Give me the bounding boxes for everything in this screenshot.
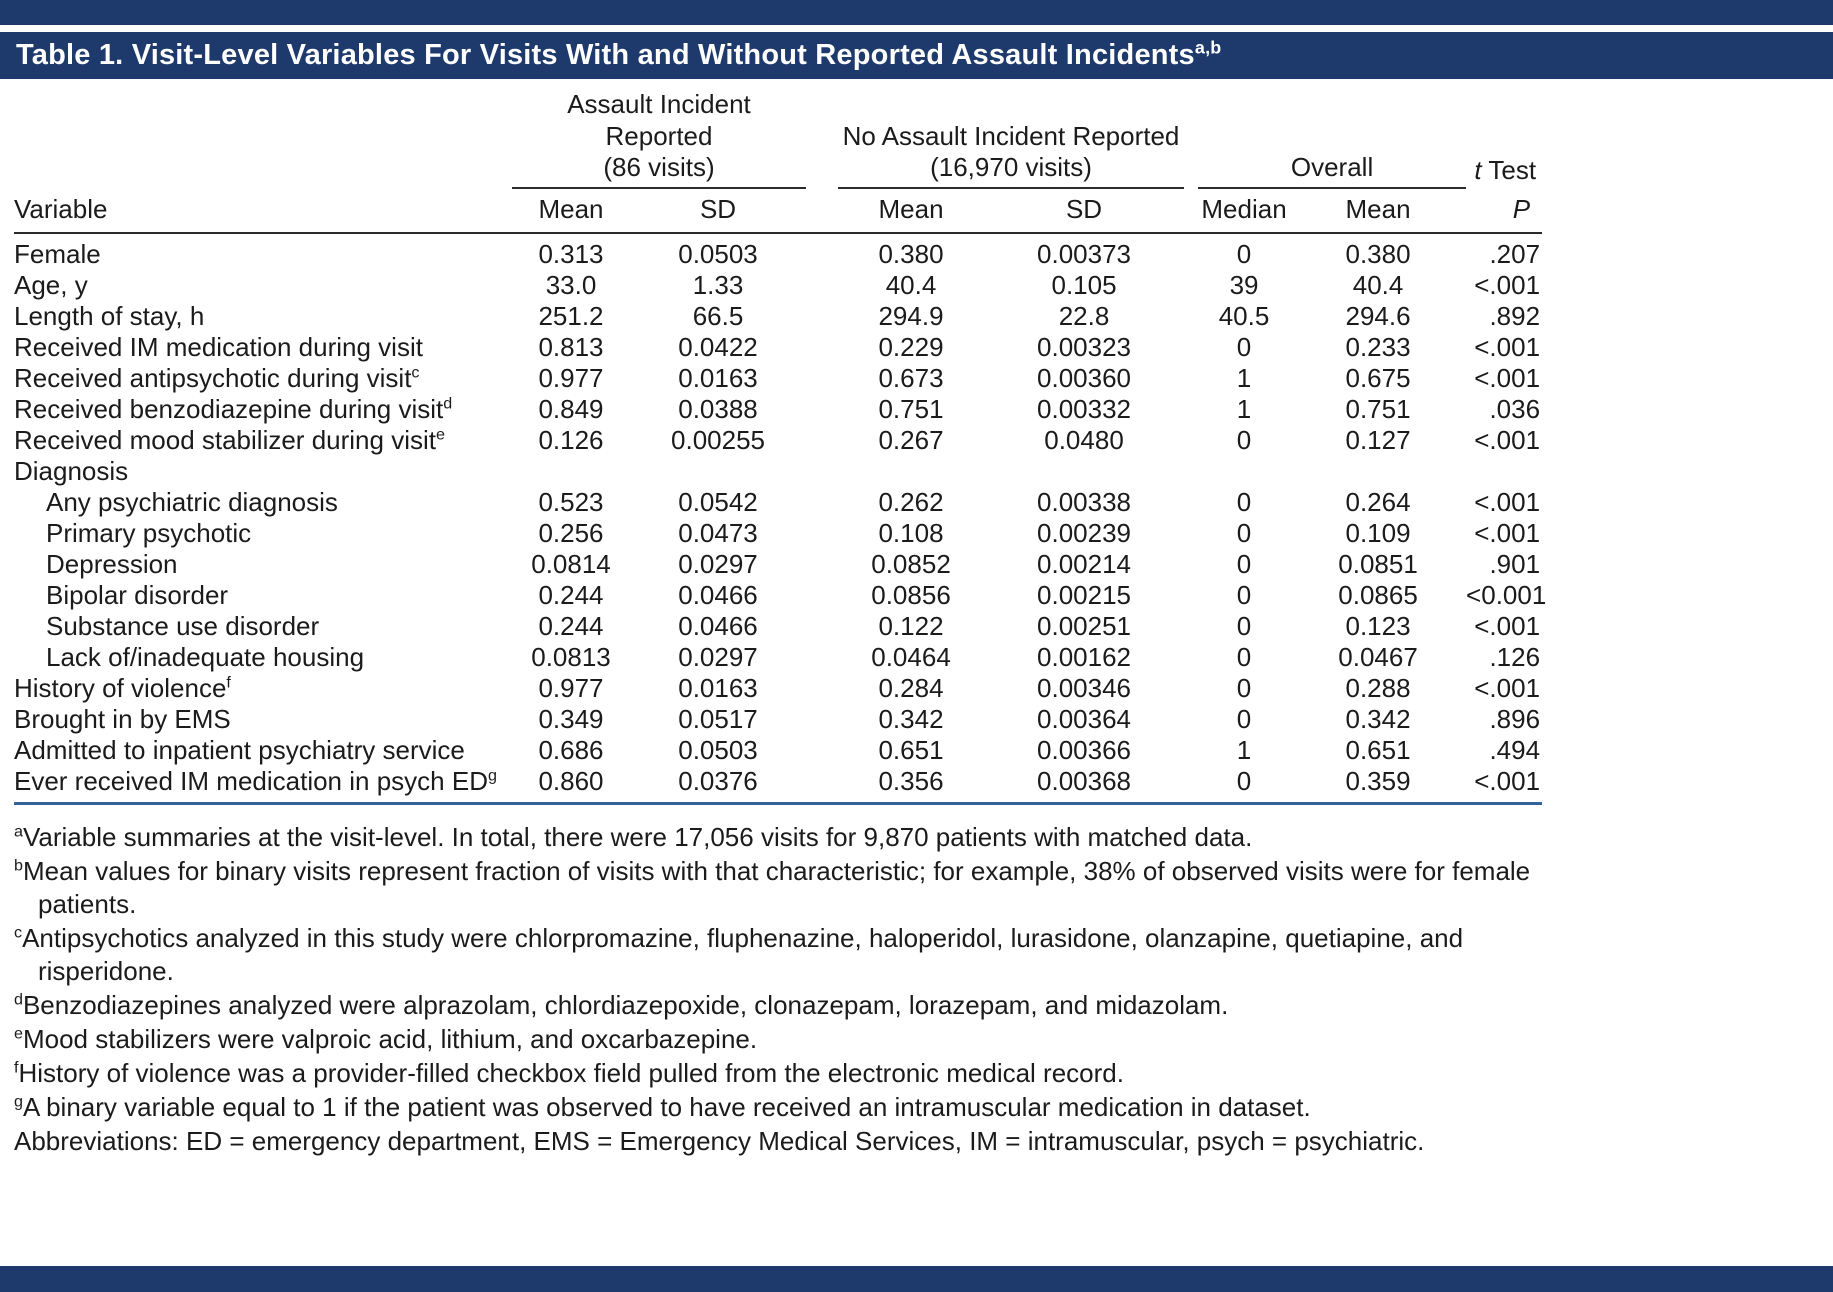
spacer-cell [1184, 518, 1198, 549]
spacer-cell [1184, 188, 1198, 233]
value-cell: 0.109 [1345, 518, 1411, 549]
row-label-superscript: e [435, 425, 445, 444]
value-cell: 251.2 [538, 301, 604, 332]
value-cell: 0.751 [878, 394, 944, 425]
value-cell: <.001 [1466, 766, 1542, 804]
value-cell: 0.233 [1345, 332, 1411, 363]
value-cell: 0.849 [538, 394, 604, 425]
value-cell: 0 [1236, 580, 1252, 611]
spacer-cell [1184, 642, 1198, 673]
value-cell: 0.356 [838, 766, 984, 804]
footnote: $^b$Mean values for binary visits represent fraction of visits with that characteristic; for example, 38% of observed visits were for female patients. [14, 856, 1531, 920]
value-cell: 0 [1198, 766, 1290, 804]
group-header-row [14, 89, 1542, 188]
table-row [14, 518, 1542, 549]
value-cell: 0.342 [1345, 704, 1411, 735]
spacer-cell [1184, 611, 1198, 642]
value-cell: .036 [1489, 394, 1541, 425]
value-cell: 0.0467 [1338, 642, 1418, 673]
value-cell: 0.0466 [678, 580, 758, 611]
value-cell: 0.0814 [531, 549, 611, 580]
footnote-superscript: f [14, 1058, 19, 1077]
value-cell: 66.5 [692, 301, 744, 332]
value-cell [984, 456, 1184, 487]
value-cell: 22.8 [1058, 301, 1110, 332]
value-cell [1466, 456, 1542, 487]
value-cell: 0.651 [878, 735, 944, 766]
spacer-cell [1184, 766, 1198, 804]
footnote-superscript: b [14, 856, 23, 875]
value-cell: 0.0865 [1338, 580, 1418, 611]
table-row [14, 425, 1542, 456]
value-cell: 0.122 [878, 611, 944, 642]
column-header-sd-assault: SD [630, 188, 806, 233]
value-cell: 0 [1236, 425, 1252, 456]
spacer-cell [806, 89, 838, 188]
value-cell: 0.267 [878, 425, 944, 456]
value-cell: <.001 [1474, 425, 1541, 456]
spacer-cell [806, 766, 838, 804]
value-cell: 0.00255 [671, 425, 765, 456]
divider [0, 25, 1833, 32]
value-cell: <0.001 [1466, 580, 1547, 611]
value-cell: 0 [1236, 487, 1252, 518]
column-header-variable: Variable [14, 188, 512, 233]
column-header-row [14, 188, 1542, 233]
row-label: Age, y [14, 270, 88, 301]
row-label: Depression [46, 549, 178, 580]
value-cell: 0.00373 [1037, 239, 1132, 270]
group-header-t-test [1466, 89, 1542, 188]
value-cell: 0.00332 [1037, 394, 1132, 425]
spacer-cell [806, 301, 838, 332]
row-label: Any psychiatric diagnosis [46, 487, 338, 518]
value-cell: 0.0422 [678, 332, 758, 363]
row-label: History of violence$^f$ [14, 673, 231, 704]
value-cell: 40.4 [885, 270, 937, 301]
spacer-cell [1184, 425, 1198, 456]
spacer-cell [1184, 270, 1198, 301]
value-cell: 0.105 [1051, 270, 1117, 301]
value-cell: <.001 [1474, 487, 1541, 518]
value-cell: 0.127 [1345, 425, 1411, 456]
group-header-assault [512, 89, 806, 188]
table-row [14, 487, 1542, 518]
value-cell: 0.244 [538, 611, 604, 642]
value-cell: <.001 [1474, 270, 1541, 301]
spacer-cell [806, 549, 838, 580]
column-header-mean-no-assault: Mean [838, 188, 984, 233]
row-label-superscript: f [226, 673, 231, 692]
value-cell: 0.0503 [678, 735, 758, 766]
footnote-superscript: c [14, 923, 23, 942]
value-cell: 0 [1236, 518, 1252, 549]
value-cell: 0.108 [878, 518, 944, 549]
spacer-cell [1184, 735, 1198, 766]
value-cell: <.001 [1474, 518, 1541, 549]
value-cell: 0.380 [1345, 239, 1411, 270]
value-cell: 40.4 [1352, 270, 1404, 301]
value-cell: 0.359 [1290, 766, 1466, 804]
table-row [14, 301, 1542, 332]
value-cell: 33.0 [545, 270, 597, 301]
row-label-superscript: g [487, 766, 497, 785]
spacer-cell [1184, 332, 1198, 363]
spacer-cell [1184, 363, 1198, 394]
value-cell: 0.00239 [1037, 518, 1132, 549]
value-cell: 0.0503 [678, 239, 758, 270]
value-cell: 0.00368 [984, 766, 1184, 804]
value-cell: 0.123 [1345, 611, 1411, 642]
value-cell: 0.0480 [1044, 425, 1124, 456]
row-label: Substance use disorder [46, 611, 320, 642]
row-label-superscript: d [443, 394, 453, 413]
assault-table [14, 89, 1547, 805]
table-row [14, 233, 1542, 270]
table-content [0, 79, 1552, 1158]
value-cell: 0.977 [538, 673, 604, 704]
corner-cell [14, 89, 512, 188]
value-cell: 0 [1236, 673, 1252, 704]
value-cell: 0.977 [538, 363, 604, 394]
value-cell: 0.860 [512, 766, 630, 804]
value-cell: 0 [1236, 549, 1252, 580]
value-cell: <.001 [1474, 673, 1541, 704]
footnote: $^c$Antipsychotics analyzed in this study were chlorpromazine, fluphenazine, haloperidol, lurasidone, olanzapine, quetiapine, and risperidone. [14, 923, 1464, 987]
value-cell: 0.00323 [1037, 332, 1132, 363]
value-cell: 0.0542 [678, 487, 758, 518]
value-cell: .126 [1489, 642, 1541, 673]
spacer-cell [806, 332, 838, 363]
value-cell: 0.342 [878, 704, 944, 735]
value-cell: 0.0388 [678, 394, 758, 425]
row-label: Female [14, 239, 101, 270]
value-cell: 1.33 [692, 270, 744, 301]
value-cell: .892 [1489, 301, 1541, 332]
footnote: $^a$Variable summaries at the visit-level. In total, there were 17,056 visits for 9,870 patients with matched data. [14, 822, 1253, 853]
value-cell: 0.349 [538, 704, 604, 735]
table-row [14, 363, 1542, 394]
value-cell: 0.288 [1345, 673, 1411, 704]
value-cell: 0.00162 [1037, 642, 1132, 673]
value-cell: 0.0297 [678, 642, 758, 673]
value-cell [512, 456, 630, 487]
value-cell: 0 [1236, 332, 1252, 363]
spacer-cell [806, 188, 838, 233]
spacer-cell [806, 363, 838, 394]
value-cell: 294.6 [1345, 301, 1411, 332]
value-cell: 0.284 [878, 673, 944, 704]
value-cell: 0.523 [538, 487, 604, 518]
table-row [14, 611, 1542, 642]
value-cell: 1 [1236, 363, 1252, 394]
row-label: Primary psychotic [46, 518, 252, 549]
column-header-median-overall: Median [1198, 188, 1290, 233]
value-cell: 0 [1236, 704, 1252, 735]
footnote: $^g$A binary variable equal to 1 if the patient was observed to have received an intramuscular medication in dataset. [14, 1092, 1311, 1123]
value-cell: 0.00214 [1037, 549, 1132, 580]
column-header-p: P [1466, 188, 1542, 233]
value-cell: .494 [1489, 735, 1541, 766]
value-cell: 0.00364 [1037, 704, 1132, 735]
value-cell: 0.229 [878, 332, 944, 363]
spacer-cell [806, 456, 838, 487]
value-cell: <.001 [1474, 611, 1541, 642]
value-cell: 0.0851 [1338, 549, 1418, 580]
table-row [14, 332, 1542, 363]
value-cell: 0 [1236, 642, 1252, 673]
value-cell: <.001 [1474, 332, 1541, 363]
spacer-cell [1184, 704, 1198, 735]
value-cell: 0.262 [878, 487, 944, 518]
table-title-text: Table 1. Visit-Level Variables For Visits With and Without Reported Assault Incidents [16, 39, 1195, 71]
value-cell: 40.5 [1218, 301, 1270, 332]
table-row [14, 549, 1542, 580]
table-title-bar [0, 32, 1833, 79]
value-cell: 294.9 [878, 301, 944, 332]
spacer-cell [806, 704, 838, 735]
spacer-cell [806, 518, 838, 549]
footnote: $^e$Mood stabilizers were valproic acid, lithium, and oxcarbazepine. [14, 1024, 758, 1055]
value-cell: 0.0464 [871, 642, 951, 673]
value-cell: 0.00215 [1037, 580, 1132, 611]
value-cell [630, 456, 806, 487]
footnote-superscript: d [14, 990, 23, 1009]
value-cell: 0.673 [878, 363, 944, 394]
section-row [14, 456, 1542, 487]
footnote-superscript: a [14, 822, 23, 841]
spacer-cell [806, 487, 838, 518]
value-cell: 0.0163 [678, 673, 758, 704]
value-cell: <.001 [1474, 363, 1541, 394]
value-cell: 0.256 [538, 518, 604, 549]
footnote: Abbreviations: ED = emergency department, EMS = Emergency Medical Services, IM = intramuscular, psych = psychiatric. [14, 1126, 1425, 1157]
spacer-cell [1184, 549, 1198, 580]
row-label: Brought in by EMS [14, 704, 231, 735]
table-row [14, 704, 1542, 735]
row-label: Received IM medication during visit [14, 332, 423, 363]
value-cell: 0.0813 [531, 642, 611, 673]
spacer-cell [806, 394, 838, 425]
footnote: $^f$History of violence was a provider-filled checkbox field pulled from the electronic medical record. [14, 1058, 1124, 1089]
table-row [14, 394, 1542, 425]
row-label: Bipolar disorder [46, 580, 229, 611]
spacer-cell [806, 233, 838, 270]
row-label: Length of stay, h [14, 301, 205, 332]
spacer-cell [806, 735, 838, 766]
value-cell: 39 [1229, 270, 1259, 301]
row-label: Admitted to inpatient psychiatry service [14, 735, 465, 766]
spacer-cell [806, 425, 838, 456]
spacer-cell [1184, 456, 1198, 487]
value-cell: 0.0852 [871, 549, 951, 580]
row-label: Lack of/inadequate housing [46, 642, 365, 673]
spacer-cell [1184, 394, 1198, 425]
spacer-cell [806, 580, 838, 611]
column-header-mean-overall: Mean [1290, 188, 1466, 233]
value-cell: .896 [1489, 704, 1541, 735]
value-cell: 0.00251 [1037, 611, 1132, 642]
spacer-cell [806, 270, 838, 301]
value-cell: 1 [1236, 735, 1252, 766]
table-row [14, 580, 1542, 611]
spacer-cell [1184, 487, 1198, 518]
value-cell: 0.264 [1345, 487, 1411, 518]
value-cell [1198, 456, 1290, 487]
value-cell: 0.0163 [678, 363, 758, 394]
table-row [14, 642, 1542, 673]
table-row [14, 673, 1542, 704]
table-row [14, 735, 1542, 766]
value-cell: .901 [1489, 549, 1541, 580]
table-row [14, 766, 1542, 804]
value-cell: 1 [1236, 394, 1252, 425]
group-header-no-assault [838, 89, 1184, 188]
value-cell: 0 [1236, 239, 1252, 270]
group-assault-line2: (86 visits) [603, 152, 715, 183]
group-overall-label: Overall [1290, 152, 1374, 183]
group-assault-line1: Assault Incident Reported [567, 89, 751, 151]
group-no-assault-line1: No Assault Incident Reported [842, 120, 1180, 151]
spacer-cell [806, 642, 838, 673]
table-title-superscript: a,b [1194, 37, 1222, 58]
row-label-superscript: c [411, 363, 420, 382]
footnote-superscript: g [14, 1092, 23, 1111]
value-cell: 0.751 [1345, 394, 1411, 425]
value-cell: 0.00338 [1037, 487, 1132, 518]
row-label: Received mood stabilizer during visit$^e$ [14, 425, 445, 456]
value-cell: 0.00346 [1037, 673, 1132, 704]
value-cell: 0.00360 [1037, 363, 1132, 394]
value-cell: 0.0376 [630, 766, 806, 804]
spacer-cell [806, 611, 838, 642]
spacer-cell [1184, 301, 1198, 332]
footnote-superscript: e [14, 1024, 23, 1043]
t-test-rest: Test [1481, 155, 1537, 186]
value-cell: 0.00366 [1037, 735, 1132, 766]
table-row [14, 270, 1542, 301]
value-cell: 0.0297 [678, 549, 758, 580]
footnote: $^d$Benzodiazepines analyzed were alprazolam, chlordiazepoxide, clonazepam, lorazepam, and midazolam. [14, 990, 1229, 1021]
row-label: Diagnosis [14, 456, 129, 487]
spacer-cell [1184, 673, 1198, 704]
spacer-cell [806, 673, 838, 704]
value-cell: 0.686 [538, 735, 604, 766]
value-cell: 0.675 [1345, 363, 1411, 394]
t-test-italic: t [1474, 155, 1482, 186]
table-body [14, 233, 1547, 804]
value-cell [1290, 456, 1466, 487]
value-cell: 0.0517 [678, 704, 758, 735]
column-header-sd-no-assault: SD [984, 188, 1184, 233]
spacer-cell [1184, 233, 1198, 270]
value-cell: .207 [1489, 239, 1541, 270]
value-cell: 0.244 [538, 580, 604, 611]
value-cell: 0.313 [538, 239, 604, 270]
value-cell: 0.651 [1345, 735, 1411, 766]
top-border-bar [0, 0, 1833, 25]
value-cell [838, 456, 984, 487]
group-header-overall [1198, 89, 1466, 188]
table-title [16, 39, 1221, 72]
group-no-assault-line2: (16,970 visits) [930, 152, 1092, 183]
footnotes-section [14, 821, 1542, 1158]
column-header-mean-assault: Mean [512, 188, 630, 233]
spacer-cell [1184, 580, 1198, 611]
row-label: Received antipsychotic during visit$^c$ [14, 363, 420, 394]
value-cell: 0.0473 [678, 518, 758, 549]
row-label: Received benzodiazepine during visit$^d$ [14, 394, 453, 425]
value-cell: 0 [1236, 611, 1252, 642]
value-cell: 0.380 [878, 239, 944, 270]
value-cell: 0.0856 [871, 580, 951, 611]
value-cell: 0.813 [538, 332, 604, 363]
bottom-border-bar [0, 1266, 1833, 1292]
row-label: Ever received IM medication in psych $ED^g$ [14, 766, 512, 804]
value-cell: 0.0466 [678, 611, 758, 642]
spacer-cell [1184, 89, 1198, 188]
value-cell: 0.126 [538, 425, 604, 456]
